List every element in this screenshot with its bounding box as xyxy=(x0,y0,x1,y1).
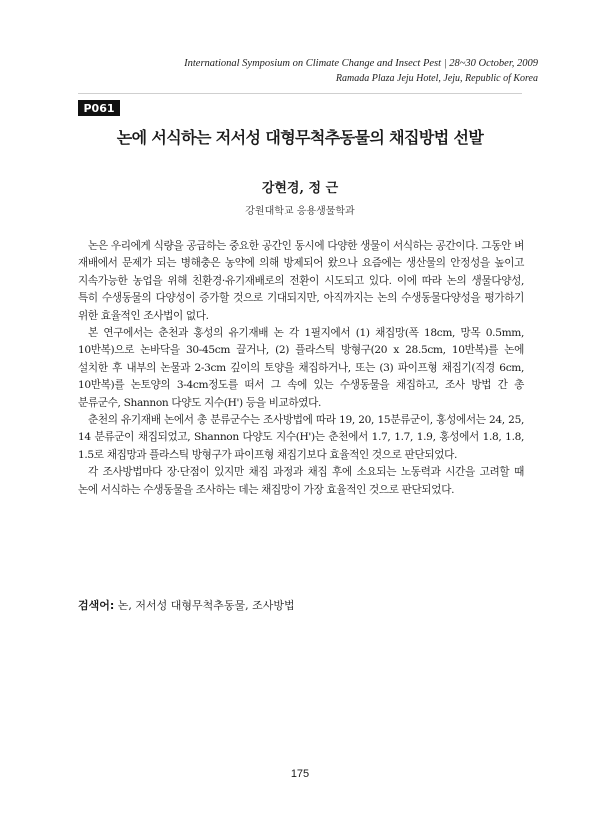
paper-title: 논에 서식하는 저서성 대형무척추동물의 채집방법 선발 xyxy=(116,128,484,147)
conference-header-line2: Ramada Plaza Jeju Hotel, Jeju, Republic of Korea xyxy=(335,73,538,84)
keywords-terms: 논, 저서성 대형무척추동물, 조사방법 xyxy=(117,599,295,612)
header-divider xyxy=(78,93,522,94)
keywords-label: 검색어: xyxy=(78,599,115,612)
page-number: 175 xyxy=(290,768,310,780)
affiliation: 강원대학교 응용생물학과 xyxy=(245,206,355,217)
abstract-paragraph-2: 본 연구에서는 춘천과 홍성의 유기재배 논 각 1필지에서 (1) 채집망(폭 18cm, 망목 0.5mm, 10반복)으로 논바닥을 30-45cm 끌거나, (2) 플라스틱 방형구(20 x 28.5cm, 10반복)를 논에 설치한 후 내부의 논물과 2-3cm 깊이의 토양을 채집하거나, 또는 (3) 파이프형 채집기(직경 6cm, 10반복)를 논토양의 3-4cm정도를 떠서 그 속에 있는 수생동물을 채집하고, 조사 방법 간 총 분류군수, Shannon 다양도 지수(H') 등을 비교하였다. xyxy=(78,327,524,409)
keywords xyxy=(78,598,524,614)
abstract-body xyxy=(78,238,524,499)
paper-code-badge: P061 xyxy=(78,100,120,116)
conference-header xyxy=(184,56,538,86)
abstract-paragraph-1: 논은 우리에게 식량을 공급하는 중요한 공간인 동시에 다양한 생물이 서식하는 공간이다. 그동안 벼 재배에서 문제가 되는 병해충은 농약에 의해 방제되어 왔으나 요즘에는 생산물의 안정성을 높이고 지속가능한 농업을 위해 친환경·유기재배로의 전환이 시도되고 있다. 이에 따라 논의 생물다양성, 특히 수생동물의 다양성이 증가할 것으로 기대되지만, 아직까지는 논의 수생동물다양성을 평가하기 위한 효율적인 조사법이 없다. xyxy=(78,240,524,322)
abstract-paragraph-4: 각 조사방법마다 장·단점이 있지만 채집 과정과 채집 후에 소요되는 노동력과 시간을 고려할 때 논에 서식하는 수생동물을 조사하는 데는 채집망이 가장 효율적인 것으로 판단되었다. xyxy=(78,466,524,496)
abstract-paragraph-3: 춘천의 유기재배 논에서 총 분류군수는 조사방법에 따라 19, 20, 15분류군이, 홍성에서는 24, 25, 14 분류군이 채집되었고, Shannon 다양도 지수(H')는 춘천에서 1.7, 1.7, 1.9, 홍성에서 1.8, 1.8, 1.5로 채집망과 플라스틱 방형구가 파이프형 채집기보다 효율적인 것으로 판단되었다. xyxy=(78,414,524,461)
conference-header-line1: International Symposium on Climate Change and Insect Pest | 28~30 October, 2009 xyxy=(184,58,538,69)
authors: 강현경, 정 근 xyxy=(261,181,339,196)
